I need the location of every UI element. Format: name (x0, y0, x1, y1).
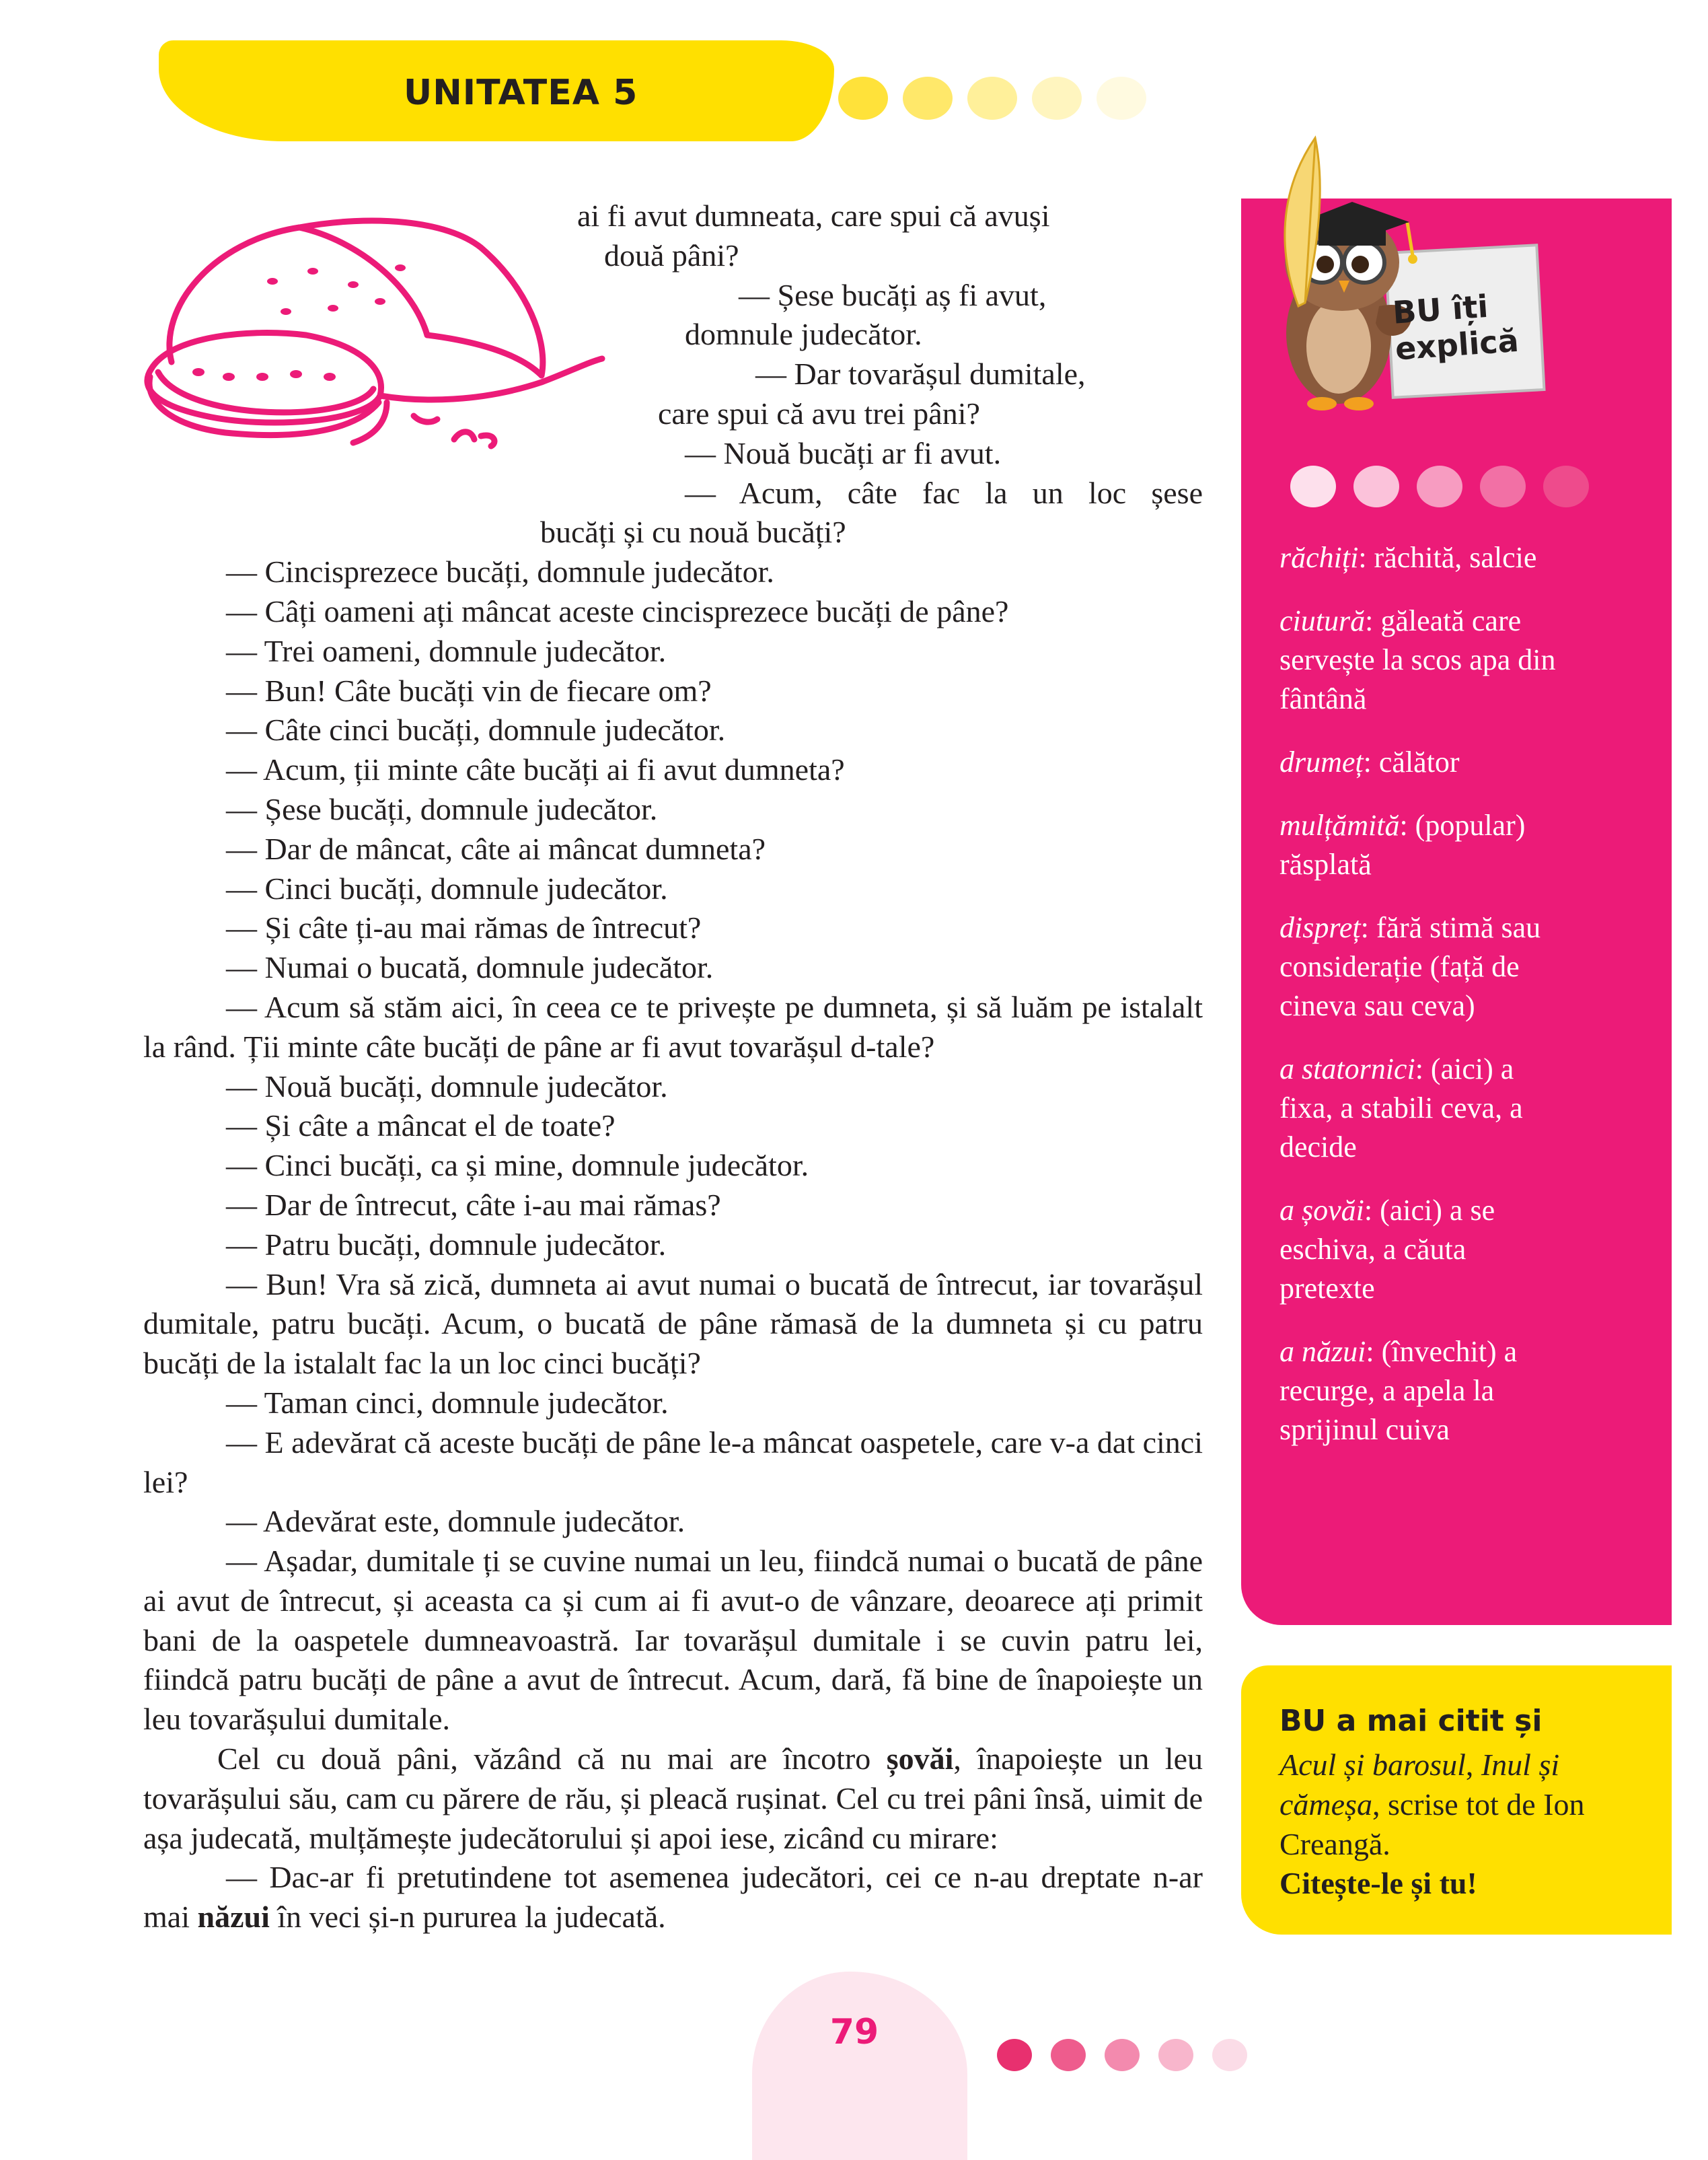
sidebar-dot (1480, 466, 1526, 507)
glossary-entry: răchiți: răchită, salcie (1279, 541, 1537, 574)
dialogue-line: — Cinci bucăți, domnule judecător. (226, 871, 668, 906)
sidebar-dot (1417, 466, 1462, 507)
bu-explains-label: BU îți explică (1391, 287, 1520, 367)
dialogue-line: — Și câte ți-au mai rămas de întrecut? (226, 910, 702, 945)
closing-paragraph: Cel cu două pâni, văzând că nu mai are încotro șovăi, înapoiește un leu tovarășului său, cam cu părere de rău, și pleacă rușinat. Cel cu trei pâni însă, uimit de așa judecată, mulțămește judecătorului și apoi iese, zicând cu mirare: (143, 1741, 1203, 1855)
dialogue-line: — Așadar, dumitale ți se cuvine numai un leu, fiindcă numai o bucată de pâne ai avut de întrecut, și aceasta ca și cum ai fi avut-o de vânzare, deoarece ați primit bani de la oaspetele dumneavoastră. Iar tovarășul dumitale i se cuvin patru lei, fiindcă patru bucăți de pâne a avut de întrecut. Acum, dară, fă bine de înapoiește un leu tovarășului dumitale. (143, 1544, 1203, 1737)
sidebar-dots (1290, 466, 1589, 507)
reading-box-text: Acul și barosul, Inul și cămeșa, scrise tot de Ion Creangă. Citește-le și tu! (1279, 1748, 1585, 1901)
dialogue-line: — Adevărat este, domnule judecător. (226, 1504, 685, 1539)
header-dot (1032, 77, 1082, 120)
glossary-entry: mulțămită: (popular) răsplată (1279, 809, 1526, 881)
dialogue-line: — Cinci bucăți, ca și mine, domnule judecător. (226, 1148, 809, 1183)
story-line: domnule judecător. (685, 317, 922, 352)
book-title: Inul și cămeșa (1279, 1748, 1560, 1822)
glossary-entry: ciutură: găleată care servește la scos apa din fântână (1279, 604, 1556, 715)
glossary-entry: a statornici: (aici) a fixa, a stabili ceva, a decide (1279, 1052, 1523, 1163)
dialogue-line: — Șese bucăți, domnule judecător. (226, 791, 658, 826)
sidebar-dot (1543, 466, 1589, 507)
glossary-list (1279, 538, 1562, 1474)
dialogue-line: — E adevărat că aceste bucăți de pâne le-a mâncat oaspetele, care v-a dat cinci lei? (143, 1425, 1203, 1499)
bold-word-nazui: năzui (197, 1900, 270, 1935)
header-dot (967, 77, 1017, 120)
dialogue-line: — Bun! Câte bucăți vin de fiecare om? (226, 673, 712, 708)
dialogue-line: — Acum să stăm aici, în ceea ce te privește pe dumneta, și să luăm pe istalalt la rând. Ții minte câte bucăți de pâne ar fi avut tovarășul d-tale? (143, 989, 1203, 1064)
dialogue-line: — Și câte a mâncat el de toate? (226, 1108, 616, 1143)
header-dot (903, 77, 953, 120)
book-title: Acul și barosul (1279, 1748, 1466, 1782)
dialogue-line: — Taman cinci, domnule judecător. (226, 1385, 669, 1420)
dialogue-line: — Acum, ții minte câte bucăți ai fi avut dumneta? (226, 752, 845, 787)
footer-dot (997, 2039, 1032, 2071)
dialogue-line: — Numai o bucată, domnule judecător. (226, 950, 714, 985)
story-line: — Dar tovarășul dumitale, (755, 357, 1086, 392)
dialogue-line: — Câte cinci bucăți, domnule judecător. (226, 713, 726, 748)
story-dialogue (143, 552, 1203, 1739)
footer-dot (1051, 2039, 1086, 2071)
footer-dot (1158, 2039, 1193, 2071)
story-line: care spui că avu trei pâni? (658, 396, 980, 431)
story-line: — Nouă bucăți ar fi avut. (685, 435, 1002, 470)
reading-box-title: BU a mai citit și (1279, 1704, 1543, 1738)
footer-dot (1105, 2039, 1140, 2071)
dialogue-line: — Bun! Vra să zică, dumneta ai avut numai o bucată de întrecut, iar tovarășul dumitale, patru bucăți. Acum, o bucată de pâne rămasă de la dumneta și cu patru bucăți de la istalalt fac la un loc cinci bucăți? (143, 1266, 1203, 1381)
dialogue-line: — Cincisprezece bucăți, domnule judecător. (226, 554, 774, 589)
header-dot (1097, 77, 1146, 120)
story-line: bucăți și cu nouă bucăți? (540, 515, 846, 550)
final-dialogue-line: — Dac-ar fi pretutindene tot asemenea judecători, cei ce n-au dreptate n-ar mai năzui în veci și-n pururea la judecată. (143, 1860, 1203, 1935)
dialogue-line: — Patru bucăți, domnule judecător. (226, 1227, 667, 1262)
footer-dots (997, 2039, 1247, 2071)
story-opening-lines (143, 196, 1203, 552)
sidebar-dot (1290, 466, 1336, 507)
header-dots (838, 77, 1146, 120)
glossary-entry: a năzui: (învechit) a recurge, a apela la sprijinul cuiva (1279, 1335, 1518, 1446)
bold-word-sovai: șovăi (886, 1741, 954, 1776)
glossary-entry: dispreț: fără stimă sau considerație (față de cineva sau ceva) (1279, 911, 1541, 1022)
story-line: — Șese bucăți aș fi avut, (739, 277, 1047, 312)
footer-dot (1212, 2039, 1247, 2071)
unit-title: UNITATEA 5 (404, 73, 638, 113)
dialogue-line: — Nouă bucăți, domnule judecător. (226, 1069, 668, 1104)
header-dot (838, 77, 888, 120)
story-line: ai fi avut dumneata, care spui că avuși (577, 199, 1050, 233)
dialogue-line: — Câți oameni ați mâncat aceste cincisprezece bucăți de pâne? (226, 593, 1009, 628)
dialogue-line: — Dar de mâncat, câte ai mâncat dumneta? (226, 831, 766, 866)
story-text (143, 196, 1203, 1937)
owl-mascot-icon (1251, 131, 1561, 434)
glossary-entry: a șovăi: (aici) a se eschiva, a căuta pretexte (1279, 1194, 1495, 1305)
sidebar-dot (1353, 466, 1399, 507)
glossary-entry: drumeț: călător (1279, 746, 1460, 779)
reading-call-to-action: Citește-le și tu! (1279, 1866, 1477, 1901)
page-number-blob (752, 1972, 967, 2160)
dialogue-line: — Dar de întrecut, câte i-au mai rămas? (226, 1187, 721, 1222)
story-line: — Acum, câte fac la un loc șese (685, 475, 1203, 510)
page-number: 79 (829, 2012, 879, 2052)
story-line: două pâni? (604, 238, 739, 273)
dialogue-line: — Trei oameni, domnule judecător. (226, 633, 667, 668)
